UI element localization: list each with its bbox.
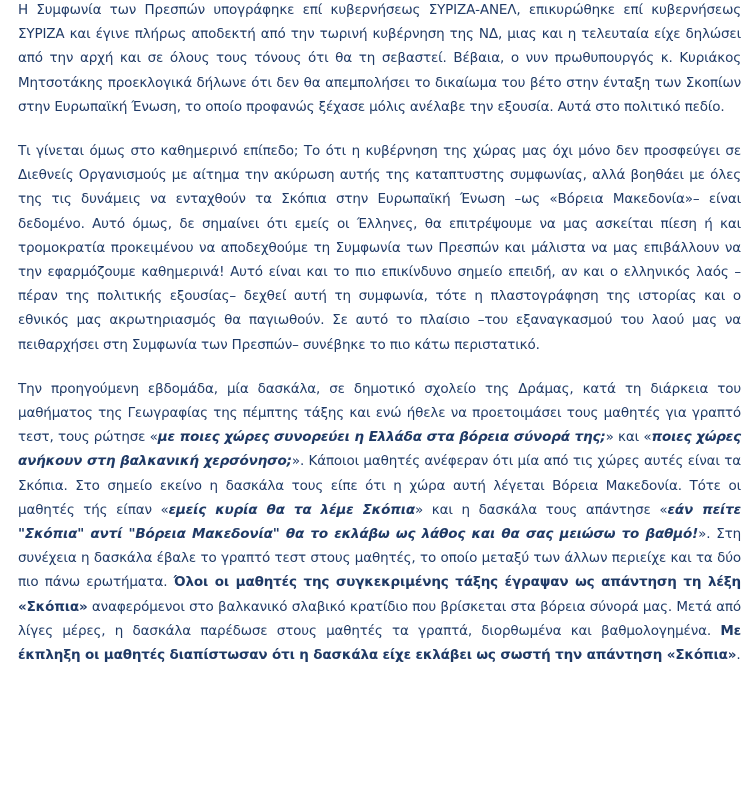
incident-bold-surprise: Με έκπληξη οι μαθητές διαπίστωσαν ότι η δασκάλα είχε εκλάβει ως σωστή την απάντηση «Σκόπια» <box>18 622 741 664</box>
incident-text-1: Την προηγούμενη εβδομάδα, μία δασκάλα, σε δημοτικό σχολείο της Δράμας, κατά τη διάρκεια του μαθήματος της Γεωγραφίας της πέμπτης τάξης και ενώ ήθελε να προετοιμάσει τους μαθητές για γραπτό τεστ, τους ρώτησε « <box>18 380 741 446</box>
incident-text-7: . <box>736 647 741 664</box>
paragraph-drama-incident <box>18 377 741 667</box>
incident-question-1: με ποιες χώρες συνορεύει η Ελλάδα στα βόρεια σύνορά της; <box>157 429 606 446</box>
incident-text-6: αναφερόμενοι στο βαλκανικό σλαβικό κρατίδιο που βρίσκεται στα βόρεια σύνορά μας. Μετά από λίγες μέρες, η δασκάλα παρέδωσε στους μαθητές τα γραπτά, διορθωμένα και βαθμολογημένα. <box>18 598 741 639</box>
paragraph-everyday-level: Τι γίνεται όμως στο καθημερινό επίπεδο; Το ότι η κυβέρνηση της χώρας μας όχι μόνο δεν προσφεύγει σε Διεθνείς Οργανισμούς με αίτημα την ακύρωση αυτής της καταπτυστης συμφωνίας, αλλά βοηθάει με όλες της τις δυνάμεις να ενταχθούν τα Σκόπια στην Ευρωπαϊκή Ένωση –ως «Βόρεια Μακεδονία»– είναι δεδομένο. Αυτό όμως, δε σημαίνει ότι εμείς οι Έλληνες, θα επιτρέψουμε να μας ασκείται πίεση ή και τρομοκρατία προκειμένου να αποδεχθούμε τη Συμφωνία των Πρεσπών και μάλιστα να μας επιβάλλουν να την εφαρμόζουμε καθημερινά! Αυτό είναι και το πιο επικίνδυνο σημείο επειδή, αν και ο ελληνικός λαός –πέραν της πολιτικής εξουσίας– δεχθεί αυτή τη συμφωνία, τότε η πλαστογράφηση της ιστορίας και ο εθνικός μας ακρωτηριασμός θα παγιωθούν. Σε αυτό το πλαίσιο –του εξαναγκασμού του λαού μας να πειθαρχήσει στη Συμφωνία των Πρεσπών– συνέβηκε το πιο κάτω περιστατικό. <box>18 143 741 353</box>
paragraph-prespa-agreement: Η Συμφωνία των Πρεσπών υπογράφηκε επί κυβερνήσεως ΣΥΡΙΖΑ-ΑΝΕΛ, επικυρώθηκε επί κυβερνήσεως ΣΥΡΙΖΑ και έγινε πλήρως αποδεκτή από την τωρινή κυβέρνηση της ΝΔ, μιας και η τελευταία είχε δηλώσει από την αρχή και σε όλους τους τόνους ότι θα τη σεβαστεί. Βέβαια, ο νυν πρωθυπουργός κ. Κυριάκος Μητσοτάκης προεκλογικά δήλωνε ότι δεν θα απεμπολήσει το δικαίωμα του βέτο στην ένταξη των Σκοπίων στην Ευρωπαϊκή Ένωση, το οποίο προφανώς ξέχασε μόλις ανέλαβε την εξουσία. Αυτά στο πολιτικό πεδίο. <box>18 2 741 115</box>
incident-text-5: ». Στη συνέχεια η δασκάλα έβαλε το γραπτό τεστ στους μαθητές, το οποίο μεταξύ των άλλων περιείχε και τα δύο πιο πάνω ερωτήματα. <box>18 526 741 591</box>
incident-bold-students-answer: Όλοι οι μαθητές της συγκεκριμένης τάξης έγραψαν ως απάντηση τη λέξη «Σκόπια» <box>18 574 741 615</box>
incident-text-3: ». Κάποιοι μαθητές ανέφεραν ότι μία από τις χώρες αυτές είναι τα Σκόπια. Στο σημείο εκείνο η δασκάλα τους είπε ότι η χώρα αυτή λέγεται Βόρεια Μακεδονία. Τότε οι μαθητές τής είπαν « <box>18 453 741 518</box>
incident-quote-students: εμείς κυρία θα τα λέμε Σκόπια <box>168 501 415 518</box>
incident-question-2: ποιες χώρες ανήκουν στη βαλκανική χερσόνησο; <box>18 429 742 470</box>
incident-text-2: » και « <box>605 429 652 446</box>
incident-quote-teacher: εάν πείτε "Σκόπια" αντί "Βόρεια Μακεδονία" θα το εκλάβω ως λάθος και θα σας μειώσω το βαθμό! <box>18 501 741 543</box>
incident-text-4: » και η δασκάλα τους απάντησε « <box>414 501 668 518</box>
